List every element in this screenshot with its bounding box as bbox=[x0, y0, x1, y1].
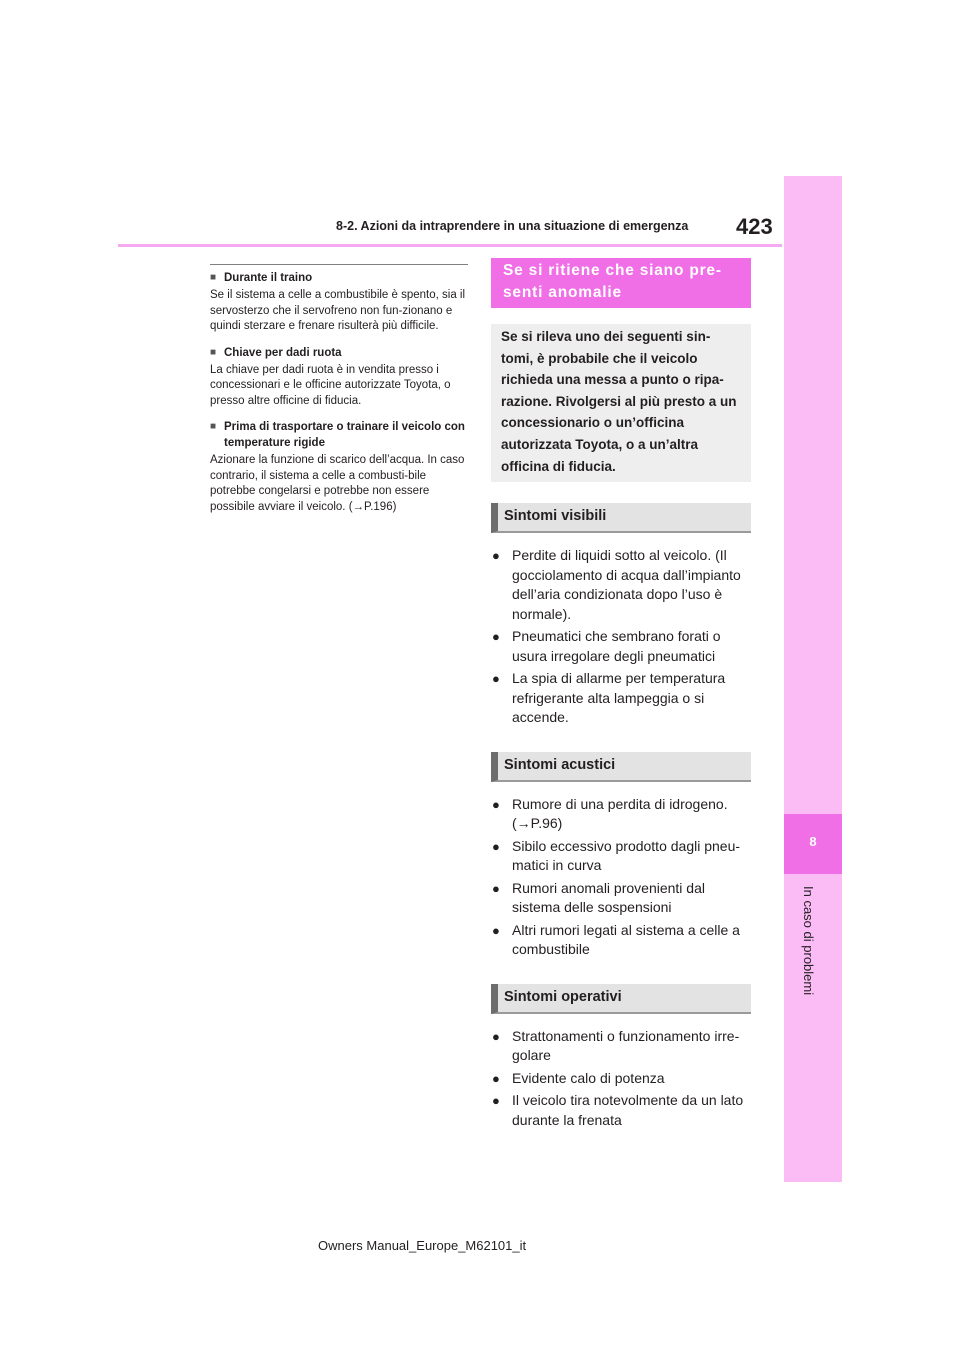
note-heading: Chiave per dadi ruota bbox=[224, 346, 342, 359]
list-item: ● Rumori anomali provenienti dal sistema delle sospensioni bbox=[491, 879, 751, 918]
note-body: La chiave per dadi ruota è in vendita presso i concessionari e le officine autorizzate Toyota, o presso altre officine di fiducia. bbox=[210, 363, 451, 407]
list-item: ● Rumore di una perdita di idrogeno. (→P.96) bbox=[491, 795, 751, 834]
subsection-heading-visibili: Sintomi visibili bbox=[491, 503, 751, 533]
symptom-list-acustici bbox=[491, 795, 751, 960]
symptom-list-operativi bbox=[491, 1027, 751, 1131]
footer-manual-id: Owners Manual_Europe_M62101_it bbox=[318, 1238, 527, 1253]
bullet-icon: ● bbox=[492, 838, 500, 854]
bullet-icon: ● bbox=[492, 1028, 500, 1044]
chapter-side-band bbox=[784, 176, 842, 1182]
bullet-icon: ● bbox=[492, 1093, 500, 1108]
section-heading: Se si ritiene che siano pre-senti anomalie bbox=[503, 262, 722, 301]
subsection-heading-acustici: Sintomi acustici bbox=[491, 752, 751, 782]
bullet-icon: ● bbox=[492, 671, 500, 686]
intro-text: Se si rileva uno dei seguenti sin-tomi, è probabile che il veicolo richieda una messa a punto o ripa-razione. Rivolgersi al più presto a un concessionario o un’officina autorizzata Toyota, o a un’altra officina di fiducia. bbox=[501, 329, 737, 474]
list-item: ● Il veicolo tira notevolmente da un lato durante la frenata bbox=[491, 1091, 751, 1130]
left-notes-column bbox=[210, 264, 468, 525]
note-durante-il-traino bbox=[210, 270, 468, 335]
header-rule bbox=[118, 244, 782, 247]
section-heading-box bbox=[491, 258, 751, 308]
bullet-icon: ● bbox=[492, 922, 500, 938]
bullet-icon: ● bbox=[492, 629, 500, 644]
note-chiave-dadi-ruota bbox=[210, 345, 468, 410]
note-temperature-rigide bbox=[210, 419, 468, 515]
right-content-column bbox=[491, 258, 751, 1133]
chapter-title: In caso di problemi bbox=[801, 886, 816, 996]
list-item: ● Perdite di liquidi sotto al veicolo. (Il gocciolamento di acqua dall’impianto dell’aria condizionata dopo l’uso è normale). bbox=[491, 546, 751, 624]
chapter-number: 8 bbox=[809, 834, 817, 849]
bullet-icon: ● bbox=[492, 796, 500, 812]
list-item: ● Evidente calo di potenza bbox=[491, 1069, 751, 1089]
notes-divider bbox=[210, 264, 468, 265]
square-bullet-icon: ■ bbox=[210, 272, 217, 283]
note-body: Azionare la funzione di scarico dell’acqua. In caso contrario, il sistema a celle a combusti-bile potrebbe congelarsi e potrebbe non essere possibile avviare il veicolo. (→P.196) bbox=[210, 454, 465, 513]
bullet-icon: ● bbox=[492, 880, 500, 896]
symptom-list-visibili bbox=[491, 546, 751, 728]
list-item: ● La spia di allarme per temperatura refrigerante alta lampeggia o si accende. bbox=[491, 669, 751, 728]
list-item: ● Sibilo eccessivo prodotto dagli pneu-matici in curva bbox=[491, 837, 751, 876]
bullet-icon: ● bbox=[492, 548, 500, 563]
square-bullet-icon: ■ bbox=[210, 421, 217, 432]
section-title: 8-2. Azioni da intraprendere in una situazione di emergenza bbox=[336, 219, 689, 233]
note-heading: Durante il traino bbox=[224, 272, 313, 284]
list-item: ● Strattonamenti o funzionamento irre-golare bbox=[491, 1027, 751, 1066]
intro-box bbox=[491, 324, 751, 482]
list-item: ● Altri rumori legati al sistema a celle a combustibile bbox=[491, 921, 751, 960]
page-number: 423 bbox=[736, 214, 773, 239]
note-heading: Prima di trasportare o trainare il veicolo con temperature rigide bbox=[224, 421, 465, 449]
note-body: Se il sistema a celle a combustibile è spento, sia il servosterzo che il servofreno non fun-zionano e quindi sterzare e frenare risulterà più difficile. bbox=[210, 289, 466, 332]
subsection-heading-operativi: Sintomi operativi bbox=[491, 984, 751, 1014]
bullet-icon: ● bbox=[492, 1070, 500, 1086]
square-bullet-icon: ■ bbox=[210, 346, 217, 358]
list-item: ● Pneumatici che sembrano forati o usura irregolare degli pneumatici bbox=[491, 627, 751, 666]
